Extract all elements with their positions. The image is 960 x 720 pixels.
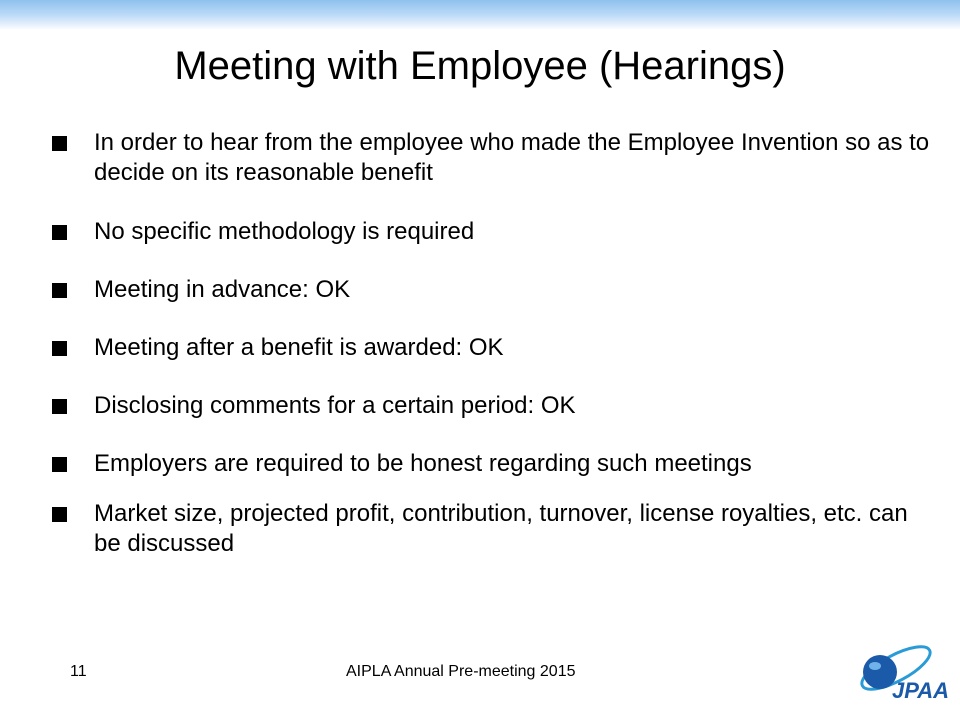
list-item — [52, 499, 932, 559]
square-bullet-icon — [52, 341, 67, 356]
bullet-list — [52, 128, 932, 559]
list-item — [52, 217, 932, 247]
square-bullet-icon — [52, 225, 67, 240]
bullet-text: Meeting after a benefit is awarded: OK — [94, 334, 504, 361]
list-item — [52, 449, 932, 479]
bullet-text: No specific methodology is required — [94, 218, 475, 245]
jpaa-logo-icon — [852, 638, 952, 710]
square-bullet-icon — [52, 283, 67, 298]
square-bullet-icon — [52, 399, 67, 414]
page-number: 11 — [70, 663, 87, 680]
list-item — [52, 128, 932, 188]
square-bullet-icon — [52, 457, 67, 472]
header-gradient-band — [0, 0, 960, 30]
list-item — [52, 275, 932, 305]
slide-title: Meeting with Employee (Hearings) — [174, 44, 786, 88]
footer-event-text: AIPLA Annual Pre-meeting 2015 — [346, 663, 576, 680]
list-item — [52, 333, 932, 363]
bullet-text: In order to hear from the employee who made the Employee Invention so as to decide on its reasonable benefit — [94, 129, 930, 186]
logo-text: JPAA — [892, 678, 950, 703]
bullet-text: Meeting in advance: OK — [94, 276, 351, 303]
logo-globe-highlight — [869, 662, 881, 670]
bullet-text: Market size, projected profit, contribution, turnover, license royalties, etc. can be discussed — [94, 500, 908, 557]
square-bullet-icon — [52, 507, 67, 522]
square-bullet-icon — [52, 136, 67, 151]
list-item — [52, 391, 932, 421]
bullet-text: Disclosing comments for a certain period: OK — [94, 392, 576, 419]
bullet-text: Employers are required to be honest regarding such meetings — [94, 450, 752, 477]
